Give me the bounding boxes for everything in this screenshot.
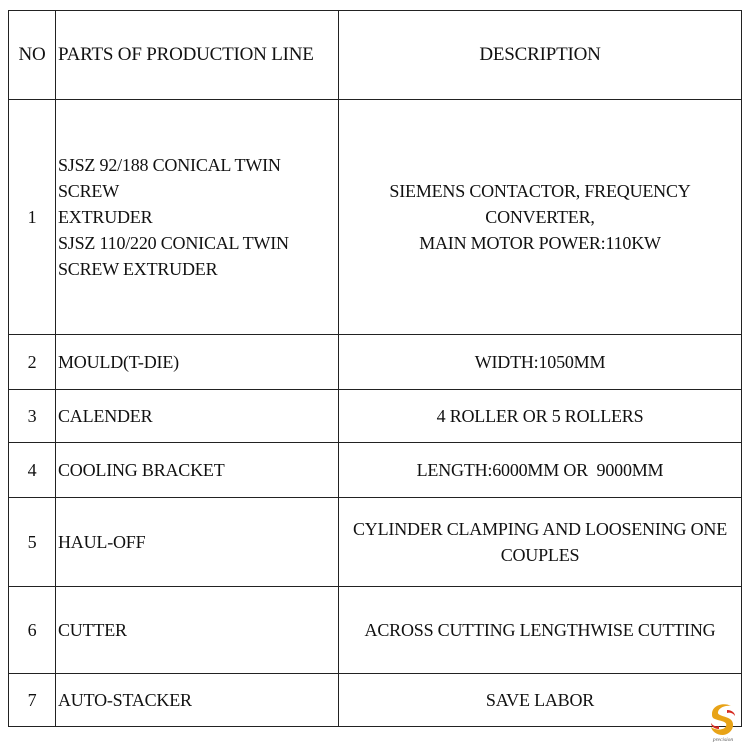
row-description: LENGTH:6000MM OR 9000MM — [339, 443, 742, 498]
row-number: 2 — [9, 335, 56, 390]
row-description: SAVE LABOR — [339, 674, 742, 727]
header-description: DESCRIPTION — [339, 11, 742, 100]
row-description-line: MAIN MOTOR POWER:110KW — [419, 233, 661, 253]
row-number: 4 — [9, 443, 56, 498]
row-part: AUTO-STACKER — [56, 674, 339, 727]
row-description: ACROSS CUTTING LENGTHWISE CUTTING — [339, 587, 742, 674]
table-row — [9, 674, 742, 727]
row-part — [56, 100, 339, 335]
company-logo-icon — [706, 700, 740, 744]
row-part: CUTTER — [56, 587, 339, 674]
row-part: MOULD(T-DIE) — [56, 335, 339, 390]
row-description: 4 ROLLER OR 5 ROLLERS — [339, 390, 742, 443]
row-description-line: CYLINDER CLAMPING AND LOOSENING ONE — [353, 519, 727, 539]
row-number: 6 — [9, 587, 56, 674]
row-number: 7 — [9, 674, 56, 727]
row-description-line: COUPLES — [500, 545, 580, 565]
row-number: 3 — [9, 390, 56, 443]
table-row — [9, 587, 742, 674]
row-description: WIDTH:1050MM — [339, 335, 742, 390]
row-part-line: SJSZ 110/220 CONICAL TWIN — [58, 233, 289, 253]
row-part: COOLING BRACKET — [56, 443, 339, 498]
row-part-line: EXTRUDER — [58, 207, 153, 227]
table-row — [9, 390, 742, 443]
table-row — [9, 498, 742, 587]
table-row — [9, 100, 742, 335]
row-description — [339, 100, 742, 335]
production-line-table — [8, 10, 742, 727]
header-part: PARTS OF PRODUCTION LINE — [56, 11, 339, 100]
table-row — [9, 335, 742, 390]
row-number: 5 — [9, 498, 56, 587]
row-part: HAUL-OFF — [56, 498, 339, 587]
row-part: CALENDER — [56, 390, 339, 443]
row-part-line: SJSZ 92/188 CONICAL TWIN SCREW — [58, 155, 281, 201]
logo-text: precision — [712, 737, 734, 743]
row-description-line: SIEMENS CONTACTOR, FREQUENCY CONVERTER, — [389, 181, 691, 227]
row-part-line: SCREW EXTRUDER — [58, 259, 218, 279]
row-description — [339, 498, 742, 587]
header-no: NO — [9, 11, 56, 100]
table-header-row — [9, 11, 742, 100]
table-row — [9, 443, 742, 498]
row-number: 1 — [9, 100, 56, 335]
